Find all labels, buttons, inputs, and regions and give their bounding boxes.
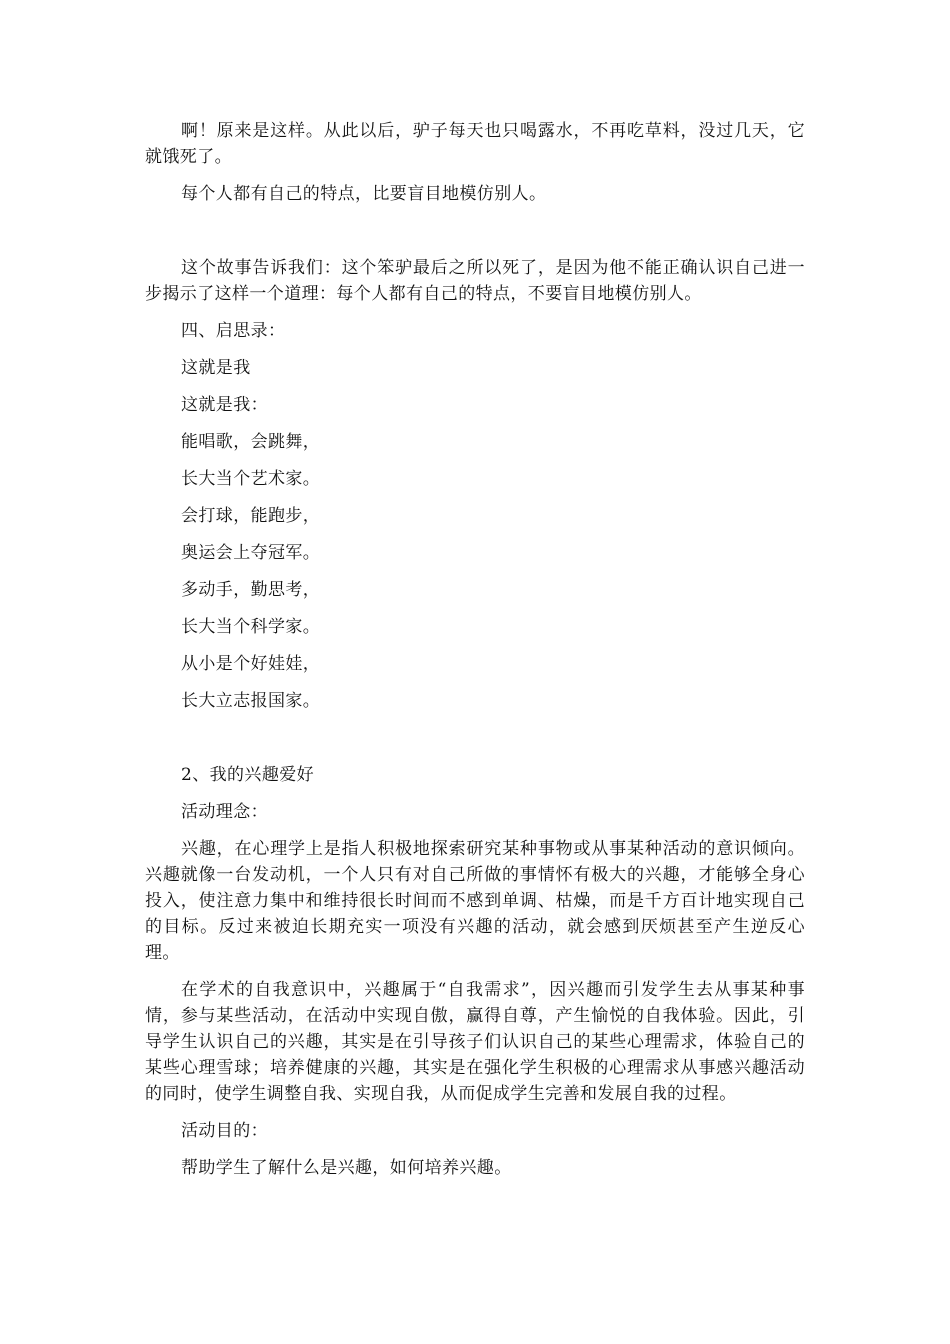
paragraph-goal-text: 帮助学生了解什么是兴趣，如何培养兴趣。 [181,1158,512,1178]
poem-line: 奥运会上夺冠军。 [181,543,321,563]
paragraph-story-moral: 这个故事告诉我们：这个笨驴最后之所以死了，是因为他不能正确认识自己进一步揭示了这样一个道理：每个人都有自己的特点，不要盲目地模仿别人。 [145,258,805,304]
poem-line: 这就是我： [181,395,268,415]
poem-line: 长大当个科学家。 [181,617,321,637]
paragraph-interest-definition: 兴趣，在心理学上是指人积极地探索研究某种事物或从事某种活动的意识倾向。兴趣就像一台发动机，一个人只有对自己所做的事情怀有极大的兴趣，才能够全身心投入，使注意力集中和维持很长时间而不感到单调、枯燥，而是千方百计地实现自己的目标。反过来被迫长期充实一项没有兴趣的活动，就会感到厌烦甚至产生逆反心理。 [145,839,805,963]
poem-line: 长大当个艺术家。 [181,469,321,489]
section-heading-qisilu: 四、启思录： [181,321,286,341]
poem-line: 能唱歌，会跳舞， [181,432,321,452]
subheading-activity-concept: 活动理念： [181,802,268,822]
poem-line: 会打球，能跑步， [181,506,321,526]
paragraph-donkey-starved: 啊！原来是这样。从此以后，驴子每天也只喝露水，不再吃草料，没过几天，它就饿死了。 [145,121,805,167]
poem-line: 多动手，勤思考， [181,580,321,600]
poem-line: 长大立志报国家。 [181,691,321,711]
document-page [145,118,805,1181]
paragraph-lesson-short: 每个人都有自己的特点，比要盲目地模仿别人。 [181,184,547,204]
poem-line: 从小是个好娃娃， [181,654,321,674]
section-heading-interests: 2、我的兴趣爱好 [181,765,315,785]
poem-title: 这就是我 [181,358,251,378]
subheading-activity-goal: 活动目的： [181,1121,268,1141]
paragraph-self-need: 在学术的自我意识中，兴趣属于“自我需求”，因兴趣而引发学生去从事某种事情，参与某些活动，在活动中实现自傲，赢得自尊，产生愉悦的自我体验。因此，引导学生认识自己的兴趣，其实是在引导孩子们认识自己的某些心理需求，体验自己的某些心理雪球；培养健康的兴趣，其实是在强化学生积极的心理需求从事感兴趣活动的同时，使学生调整自我、实现自我，从而促成学生完善和发展自我的过程。 [145,980,805,1104]
